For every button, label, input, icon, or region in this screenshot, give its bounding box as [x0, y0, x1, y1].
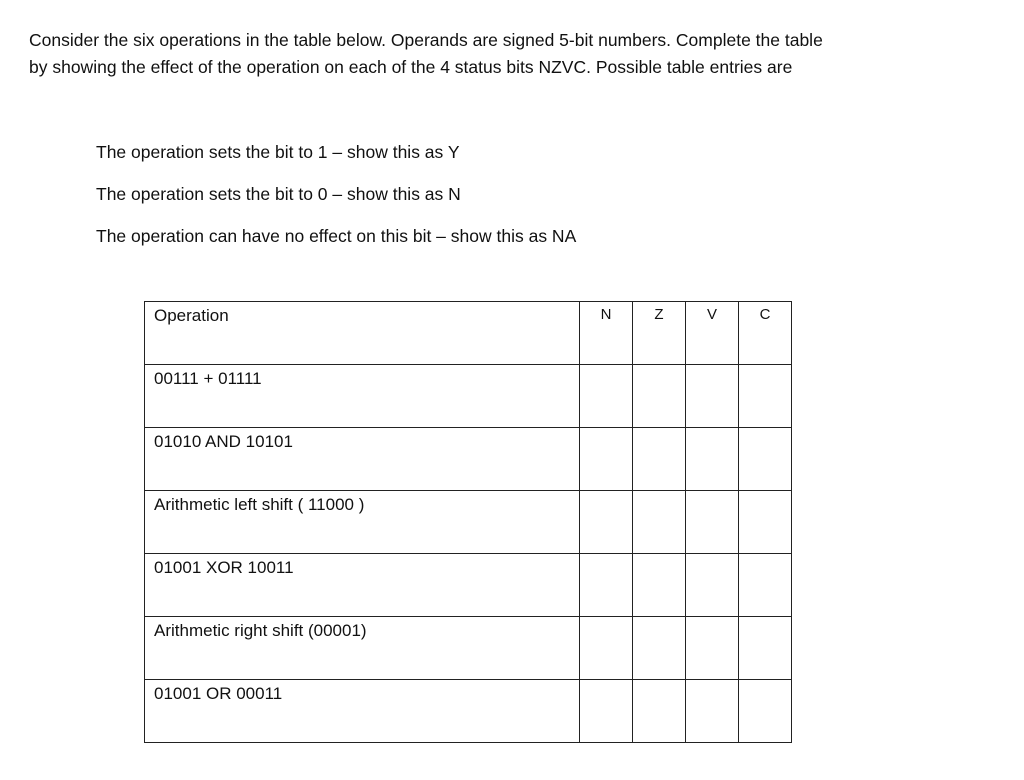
- table-row: [145, 554, 792, 617]
- header-c: C: [739, 302, 792, 365]
- table-row: [145, 680, 792, 743]
- z-answer-cell[interactable]: [633, 554, 686, 617]
- c-answer-cell[interactable]: [739, 428, 792, 491]
- z-answer-cell[interactable]: [633, 680, 686, 743]
- c-answer-cell[interactable]: [739, 680, 792, 743]
- z-answer-cell[interactable]: [633, 491, 686, 554]
- table-row: [145, 365, 792, 428]
- operation-cell: 01001 XOR 10011: [145, 554, 580, 617]
- intro-line-1: Consider the six operations in the table below. Operands are signed 5-bit numbers. Complete the table: [29, 30, 823, 50]
- v-answer-cell[interactable]: [686, 680, 739, 743]
- n-answer-cell[interactable]: [580, 491, 633, 554]
- z-answer-cell[interactable]: [633, 365, 686, 428]
- operation-cell: 01010 AND 10101: [145, 428, 580, 491]
- entry-options-list: [96, 140, 576, 266]
- status-bits-table: [144, 301, 792, 743]
- table-row: [145, 491, 792, 554]
- n-answer-cell[interactable]: [580, 554, 633, 617]
- operation-cell: Arithmetic right shift (00001): [145, 617, 580, 680]
- header-operation: Operation: [145, 302, 580, 365]
- n-answer-cell[interactable]: [580, 680, 633, 743]
- option-item-na: The operation can have no effect on this bit – show this as NA: [96, 226, 577, 246]
- z-answer-cell[interactable]: [633, 617, 686, 680]
- intro-paragraph: [29, 27, 1009, 81]
- n-answer-cell[interactable]: [580, 428, 633, 491]
- option-item-n: The operation sets the bit to 0 – show this as N: [96, 184, 461, 204]
- operation-cell: 01001 OR 00011: [145, 680, 580, 743]
- table-row: [145, 617, 792, 680]
- v-answer-cell[interactable]: [686, 491, 739, 554]
- c-answer-cell[interactable]: [739, 491, 792, 554]
- c-answer-cell[interactable]: [739, 617, 792, 680]
- header-v: V: [686, 302, 739, 365]
- n-answer-cell[interactable]: [580, 365, 633, 428]
- v-answer-cell[interactable]: [686, 554, 739, 617]
- c-answer-cell[interactable]: [739, 554, 792, 617]
- n-answer-cell[interactable]: [580, 617, 633, 680]
- v-answer-cell[interactable]: [686, 365, 739, 428]
- option-item-y: The operation sets the bit to 1 – show this as Y: [96, 142, 460, 162]
- v-answer-cell[interactable]: [686, 428, 739, 491]
- z-answer-cell[interactable]: [633, 428, 686, 491]
- header-z: Z: [633, 302, 686, 365]
- operation-cell: Arithmetic left shift ( 11000 ): [145, 491, 580, 554]
- c-answer-cell[interactable]: [739, 365, 792, 428]
- table-header-row: [145, 302, 792, 365]
- v-answer-cell[interactable]: [686, 617, 739, 680]
- header-n: N: [580, 302, 633, 365]
- intro-line-2: by showing the effect of the operation on each of the 4 status bits NZVC. Possible table entries are: [29, 57, 793, 77]
- operation-cell: 00111 + 01111: [145, 365, 580, 428]
- table-row: [145, 428, 792, 491]
